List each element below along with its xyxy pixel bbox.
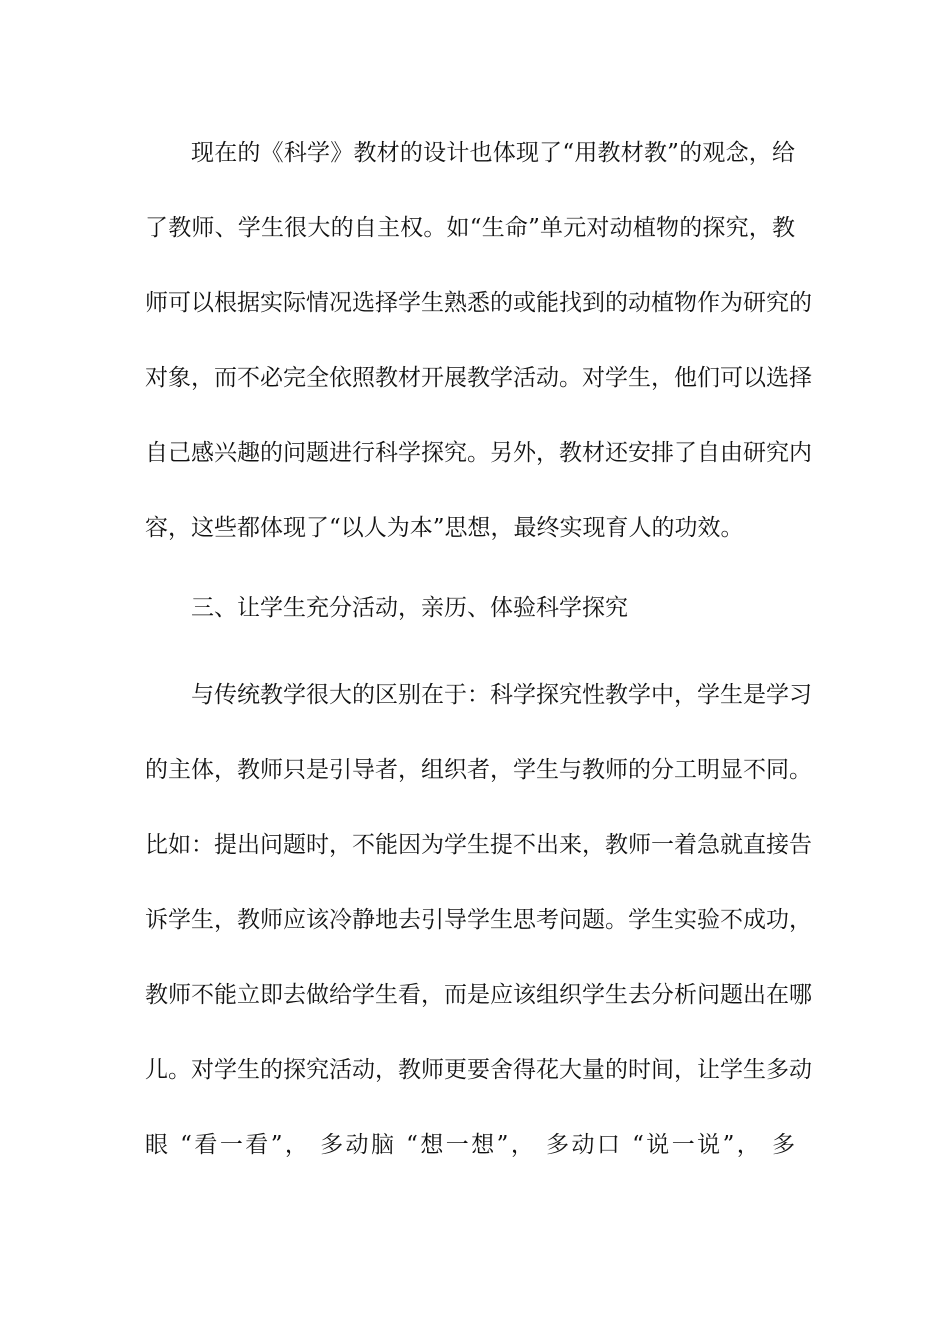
paragraph-1-line-3: 师可以根据实际情况选择学生熟悉的或能找到的动植物作为研究的	[145, 290, 812, 316]
paragraph-2-line-2: 的主体，教师只是引导者，组织者，学生与教师的分工明显不同。	[145, 757, 812, 783]
paragraph-1-line-2: 了教师、学生很大的自主权。如“生命”单元对动植物的探究，教	[145, 215, 795, 241]
paragraph-1-line-4: 对象，而不必完全依照教材开展教学活动。对学生，他们可以选择	[145, 365, 812, 391]
paragraph-2-line-7: 眼 “看一看”， 多动脑 “想一想”， 多动口 “说一说”， 多	[145, 1132, 795, 1158]
paragraph-1-line-6: 容，这些都体现了“以人为本”思想，最终实现育人的功效。	[145, 515, 744, 541]
paragraph-2-line-3: 比如：提出问题时，不能因为学生提不出来，教师一着急就直接告	[145, 832, 812, 858]
paragraph-2-line-4: 诉学生，教师应该冷静地去引导学生思考问题。学生实验不成功，	[145, 907, 812, 933]
paragraph-2-line-6: 儿。对学生的探究活动，教师更要舍得花大量的时间，让学生多动	[145, 1057, 812, 1083]
paragraph-2-line-1: 与传统教学很大的区别在于：科学探究性教学中，学生是学习	[191, 682, 812, 708]
paragraph-1-line-1: 现在的《科学》教材的设计也体现了“用教材教”的观念，给	[191, 140, 795, 166]
paragraph-1-line-5: 自己感兴趣的问题进行科学探究。另外，教材还安排了自由研究内	[145, 440, 812, 466]
paragraph-2-line-5: 教师不能立即去做给学生看，而是应该组织学生去分析问题出在哪	[145, 982, 812, 1008]
section-heading: 三、让学生充分活动，亲历、体验科学探究	[191, 595, 628, 621]
